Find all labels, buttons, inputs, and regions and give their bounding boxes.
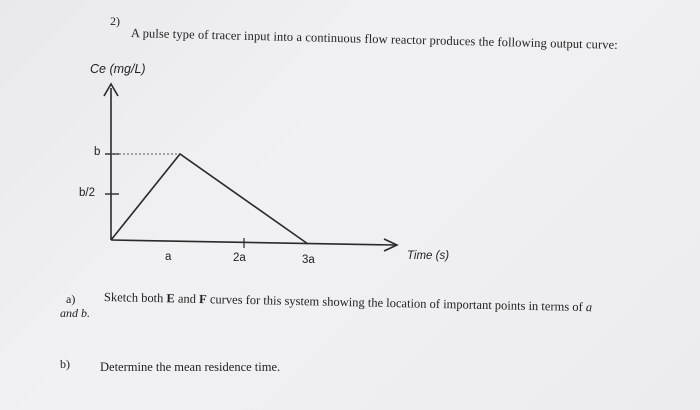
part-a-question: Sketch both E and F curves for this system showing the location of important points in terms of a bbox=[103, 290, 593, 315]
part-b-label: b) bbox=[60, 357, 70, 371]
part-a-continuation: and b. bbox=[60, 306, 90, 320]
e-curve-symbol: E bbox=[166, 291, 175, 306]
x-tick-label-a: a bbox=[165, 251, 172, 263]
y-tick-label-b-half: b/2 bbox=[79, 187, 95, 199]
output-curve bbox=[111, 154, 308, 244]
f-curve-symbol: F bbox=[198, 291, 207, 307]
question-number: 2) bbox=[110, 14, 120, 28]
variable-a: a bbox=[585, 300, 593, 315]
part-a-label: a) bbox=[66, 292, 76, 306]
y-axis-label: Ce (mg/L) bbox=[90, 62, 146, 76]
part-b-question: Determine the mean residence time. bbox=[100, 360, 281, 374]
y-tick-label-b: b bbox=[94, 146, 101, 158]
x-tick-label-3a: 3a bbox=[302, 254, 315, 266]
x-axis bbox=[111, 240, 395, 245]
x-axis-label: Time (s) bbox=[407, 250, 450, 262]
question-prompt: A pulse type of tracer input into a continuous flow reactor produces the following output curve: bbox=[130, 26, 618, 52]
x-tick-label-2a: 2a bbox=[233, 252, 246, 264]
